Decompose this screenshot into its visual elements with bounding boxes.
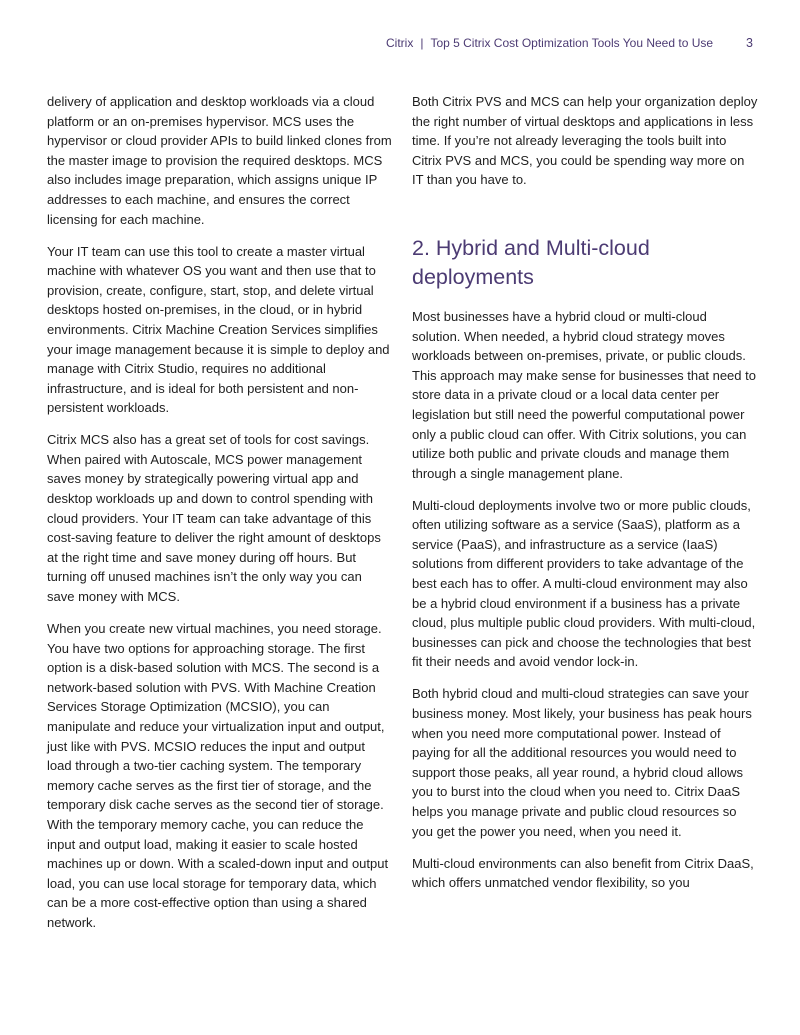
- header-separator: |: [420, 36, 424, 50]
- body-paragraph: delivery of application and desktop workloads via a cloud platform or an on-premises hypervisor. MCS uses the hypervisor or cloud provider APIs to build linked clones from the master image to provision the required desktops. MCS also includes image preparation, which assigns unique IP addresses to each machine, and ensures the correct licensing for each machine.: [47, 94, 392, 227]
- running-header: [386, 36, 753, 50]
- left-column: [47, 92, 392, 945]
- intro-paragraph: Both Citrix PVS and MCS can help your organization deploy the right number of virtual desktops and applications in less time. If you’re not already leveraging the tools built into Citrix PVS and MCS, you could be spending way more on IT than you have to.: [412, 94, 758, 188]
- body-paragraph: Both hybrid cloud and multi-cloud strategies can save your business money. Most likely, your business has peak hours when you need more computational power. Instead of paying for all the additional resources you would need to support those peaks, all year round, a hybrid cloud allows you to burst into the cloud when you need to. Citrix DaaS helps you manage private and public cloud resources so you get the power you need, when you need it.: [412, 686, 752, 839]
- right-column: [412, 92, 758, 905]
- header-doc-title: Top 5 Citrix Cost Optimization Tools You Need to Use: [430, 36, 714, 50]
- header-brand: Citrix: [386, 36, 414, 50]
- body-paragraph: Multi-cloud deployments involve two or more public clouds, often utilizing software as a service (SaaS), platform as a service (PaaS), and infrastructure as a service (IaaS) solutions from different providers to take advantage of the best each has to offer. A multi-cloud environment may also be a hybrid cloud environment if a business has a private cloud, plus multiple public cloud providers. With multi-cloud, businesses can pick and choose the technologies that best fit their needs and avoid vendor lock-in.: [412, 497, 756, 670]
- page-number: 3: [746, 36, 753, 50]
- body-paragraph: Multi-cloud environments can also benefit from Citrix DaaS, which offers unmatched vendor flexibility, so you: [412, 855, 754, 891]
- body-paragraph: Citrix MCS also has a great set of tools for cost savings. When paired with Autoscale, MCS power management saves money by strategically powering virtual app and desktop workloads up and down to control spending with cloud providers. Your IT team can take advantage of this cost-saving feature to deliver the right amount of desktops at the right time and save money during off hours. But turning off unused machines isn’t the only way you can save money with MCS.: [47, 432, 381, 605]
- body-paragraph: When you create new virtual machines, you need storage. You have two options for approaching storage. The first option is a disk-based solution with MCS. The second is a network-based solution with PVS. With Machine Creation Services Storage Optimization (MCSIO), you can manipulate and reduce your virtualization input and output, just like with PVS. MCSIO reduces the input and output load through a two-tier caching system. The temporary memory cache serves as the first tier of storage, and the temporary disk cache serves as the second tier of storage. With the temporary memory cache, you can reduce the input and output load, making it easier to scale hosted machines up or down. With a scaled-down input and output load, you can use local storage for temporary data, which can be a more cost-effective option than using a shared network.: [47, 621, 389, 930]
- body-paragraph: Most businesses have a hybrid cloud or multi-cloud solution. When needed, a hybrid cloud strategy moves workloads between on-premises, private, or public clouds. This approach may make sense for businesses that need to store data in a private cloud or a local data center per legislation but still need the powerful computational power only a public cloud can offer. With Citrix solutions, you can utilize both public and private clouds and manage them through a single management plane.: [412, 308, 756, 481]
- section-heading: 2. Hybrid and Multi-cloud deployments: [412, 235, 650, 289]
- body-paragraph: Your IT team can use this tool to create a master virtual machine with whatever OS you want and then use that to provision, create, configure, start, stop, and delete virtual desktops hosted on-premises, in the cloud, or in hybrid environments. Citrix Machine Creation Services simplifies your image management because it is simple to deploy and manage with Citrix Studio, requires no additional infrastructure, and is ideal for both persistent and non-persistent workloads.: [47, 243, 390, 416]
